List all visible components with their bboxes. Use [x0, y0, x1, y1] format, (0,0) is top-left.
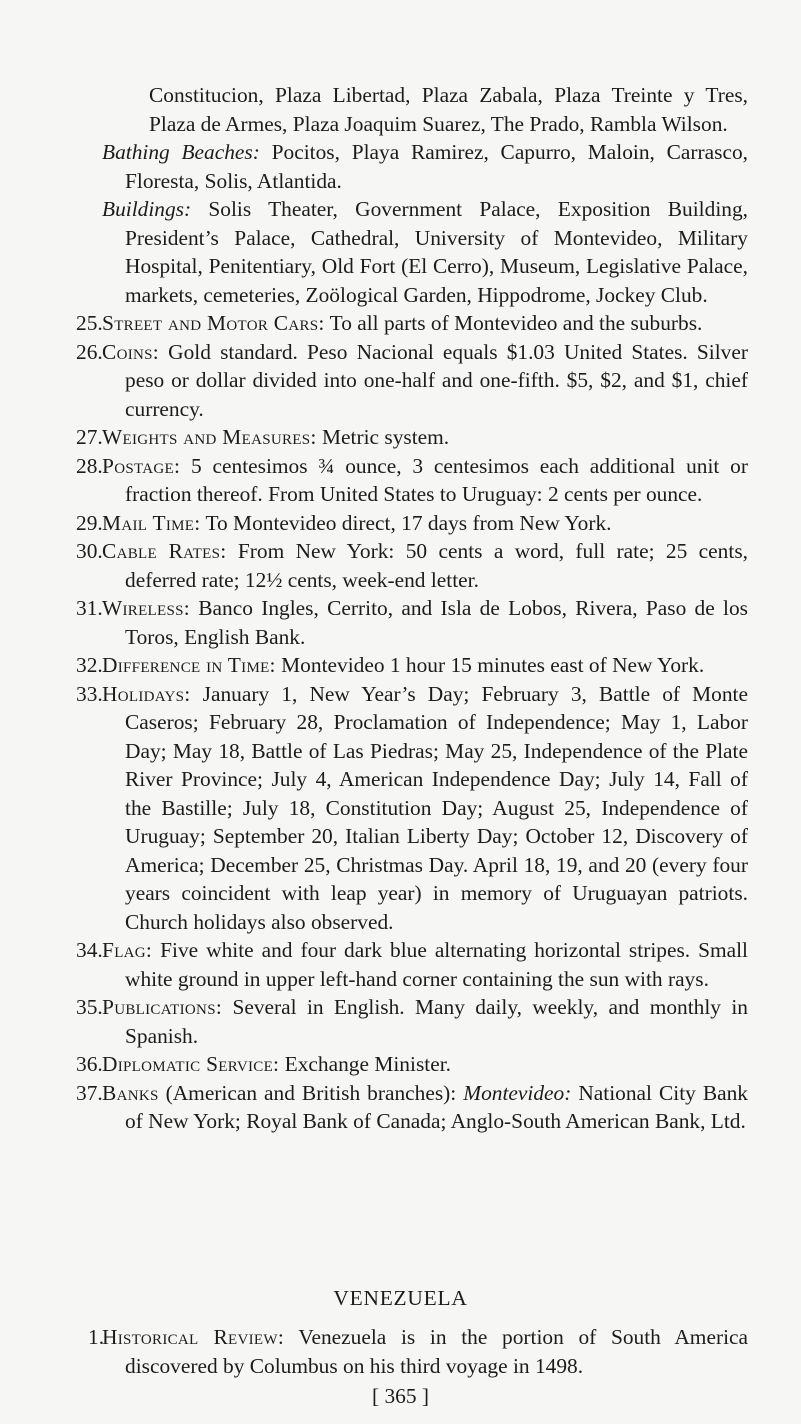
- item-label: Publications:: [102, 995, 223, 1019]
- main-text-block: [76, 81, 748, 1136]
- intro-paragraph: [76, 81, 748, 138]
- item-37-paragraph: [76, 1079, 748, 1136]
- item-text: Exchange Minister.: [279, 1052, 451, 1076]
- item-text: To Montevideo direct, 17 days from New York.: [200, 510, 612, 535]
- intro-text: Constitucion, Plaza Libertad, Plaza Zabala, Plaza Treinte y Tres, Plaza de Armes, Plaza Joaquim Suarez, The Prado, Rambla Wilson.: [149, 83, 748, 136]
- venezuela-item-1: [76, 1323, 748, 1380]
- item-label: Wireless:: [102, 596, 191, 620]
- item-number: 35.: [76, 995, 103, 1019]
- item-number: 27.: [76, 425, 103, 449]
- item-label: Cable Rates:: [102, 539, 227, 563]
- item-number: 29.: [76, 510, 103, 535]
- banks-text-2: National City Bank of New York; Royal Bank of Canada; Anglo-South American Bank, Ltd.: [125, 1080, 748, 1133]
- item-text: Five white and four dark blue alternating horizontal stripes. Small white ground in upper left-hand corner containing the sun with rays.: [125, 938, 748, 991]
- item-label: Coins:: [102, 339, 160, 364]
- banks-text: (American and British branches):: [158, 1080, 464, 1105]
- item-label: Difference in Time:: [102, 653, 276, 677]
- item-paragraph: [76, 993, 748, 1050]
- item-label: Diplomatic Service:: [102, 1052, 280, 1076]
- numbered-items: [76, 309, 748, 1079]
- item-paragraph: [76, 423, 748, 452]
- item-text: Several in English. Many daily, weekly, and monthly in Spanish.: [125, 995, 748, 1048]
- buildings-paragraph: [76, 195, 748, 309]
- bathing-beaches-text: Pocitos, Playa Ramirez, Capurro, Maloin, Carrasco, Floresta, Solis, Atlantida.: [125, 140, 748, 193]
- item-paragraph: [76, 651, 748, 680]
- item-label: Flag:: [102, 938, 153, 962]
- item-text: Montevideo 1 hour 15 minutes east of New York.: [275, 653, 705, 677]
- item-paragraph: [76, 509, 748, 538]
- buildings-text: Solis Theater, Government Palace, Exposition Building, President’s Palace, Cathedral, University of Montevideo, Military Hospital, Penitentiary, Old Fort (El Cerro), Museum, Legislative Palace, markets, cemeteries, Zoölogical Garden, Hippodrome, Jockey Club.: [125, 197, 748, 307]
- item-number: 33.: [76, 681, 103, 706]
- item-number: 32.: [76, 653, 103, 677]
- item-number: 34.: [76, 938, 103, 962]
- buildings-label: Buildings:: [102, 197, 192, 221]
- item-paragraph: [76, 309, 748, 338]
- item-label: Street and Motor Cars:: [102, 311, 325, 335]
- section-heading: VENEZUELA: [333, 1286, 468, 1310]
- item-paragraph: [76, 936, 748, 993]
- item-label: Holidays:: [102, 681, 191, 706]
- item-paragraph: [76, 594, 748, 651]
- item-number: 36.: [76, 1052, 103, 1076]
- item-paragraph: [76, 452, 748, 509]
- item-paragraph: [76, 338, 748, 424]
- item-text: January 1, New Year’s Day; February 3, Battle of Monte Caseros; February 28, Proclamation of Independence; May 1, Labor Day; May 18, Battle of Las Piedras; May 25, Independence of the Plate River Province; July 4, American Independence Day; July 14, Fall of the Bastille; July 18, Constitution Day; August 25, Independence of Uruguay; September 20, Italian Liberty Day; October 12, Discovery of America; December 25, Christmas Day. April 18, 19, and 20 (every four years coincident with leap year) in memory of Uruguayan patriots. Church holidays also observed.: [125, 681, 748, 934]
- item-text: Banco Ingles, Cerrito, and Isla de Lobos, Rivera, Paso de los Toros, English Bank.: [125, 596, 748, 649]
- item-text: To all parts of Montevideo and the suburbs.: [324, 311, 703, 335]
- historical-review-text: Venezuela is in the portion of South America discovered by Columbus on his third voyage in 1498.: [125, 1325, 748, 1378]
- item-number: 30.: [76, 539, 103, 563]
- item-text: Metric system.: [316, 425, 450, 449]
- item-text: Gold standard. Peso Nacional equals $1.03 United States. Silver peso or dollar divided into one-half and one-fifth. $5, $2, and $1, chief currency.: [125, 339, 748, 421]
- item-paragraph: [76, 537, 748, 594]
- item-number: 28.: [76, 453, 103, 478]
- item-number: 26.: [76, 339, 103, 364]
- item-paragraph: [76, 680, 748, 937]
- page-number: [ 365 ]: [371, 1384, 430, 1408]
- bathing-beaches-label: Bathing Beaches:: [102, 140, 260, 164]
- item-label: Weights and Measures:: [102, 425, 317, 449]
- item-number: 37.: [76, 1080, 103, 1105]
- venezuela-block: [76, 1323, 748, 1380]
- item-label: Postage:: [102, 453, 181, 478]
- banks-city: Montevideo:: [463, 1080, 572, 1105]
- item-number: 1.: [88, 1325, 105, 1349]
- banks-label: Banks: [102, 1080, 159, 1105]
- bathing-beaches-paragraph: [76, 138, 748, 195]
- item-text: From New York: 50 cents a word, full rate; 25 cents, deferred rate; 12½ cents, week-end letter.: [125, 539, 748, 592]
- item-number: 31.: [76, 596, 103, 620]
- item-label: Mail Time:: [102, 510, 201, 535]
- item-text: 5 centesimos ¾ ounce, 3 centesimos each additional unit or fraction thereof. From United States to Uruguay: 2 cents per ounce.: [125, 453, 748, 506]
- item-paragraph: [76, 1050, 748, 1079]
- item-number: 25.: [76, 311, 103, 335]
- historical-review-label: Historical Review:: [102, 1325, 285, 1349]
